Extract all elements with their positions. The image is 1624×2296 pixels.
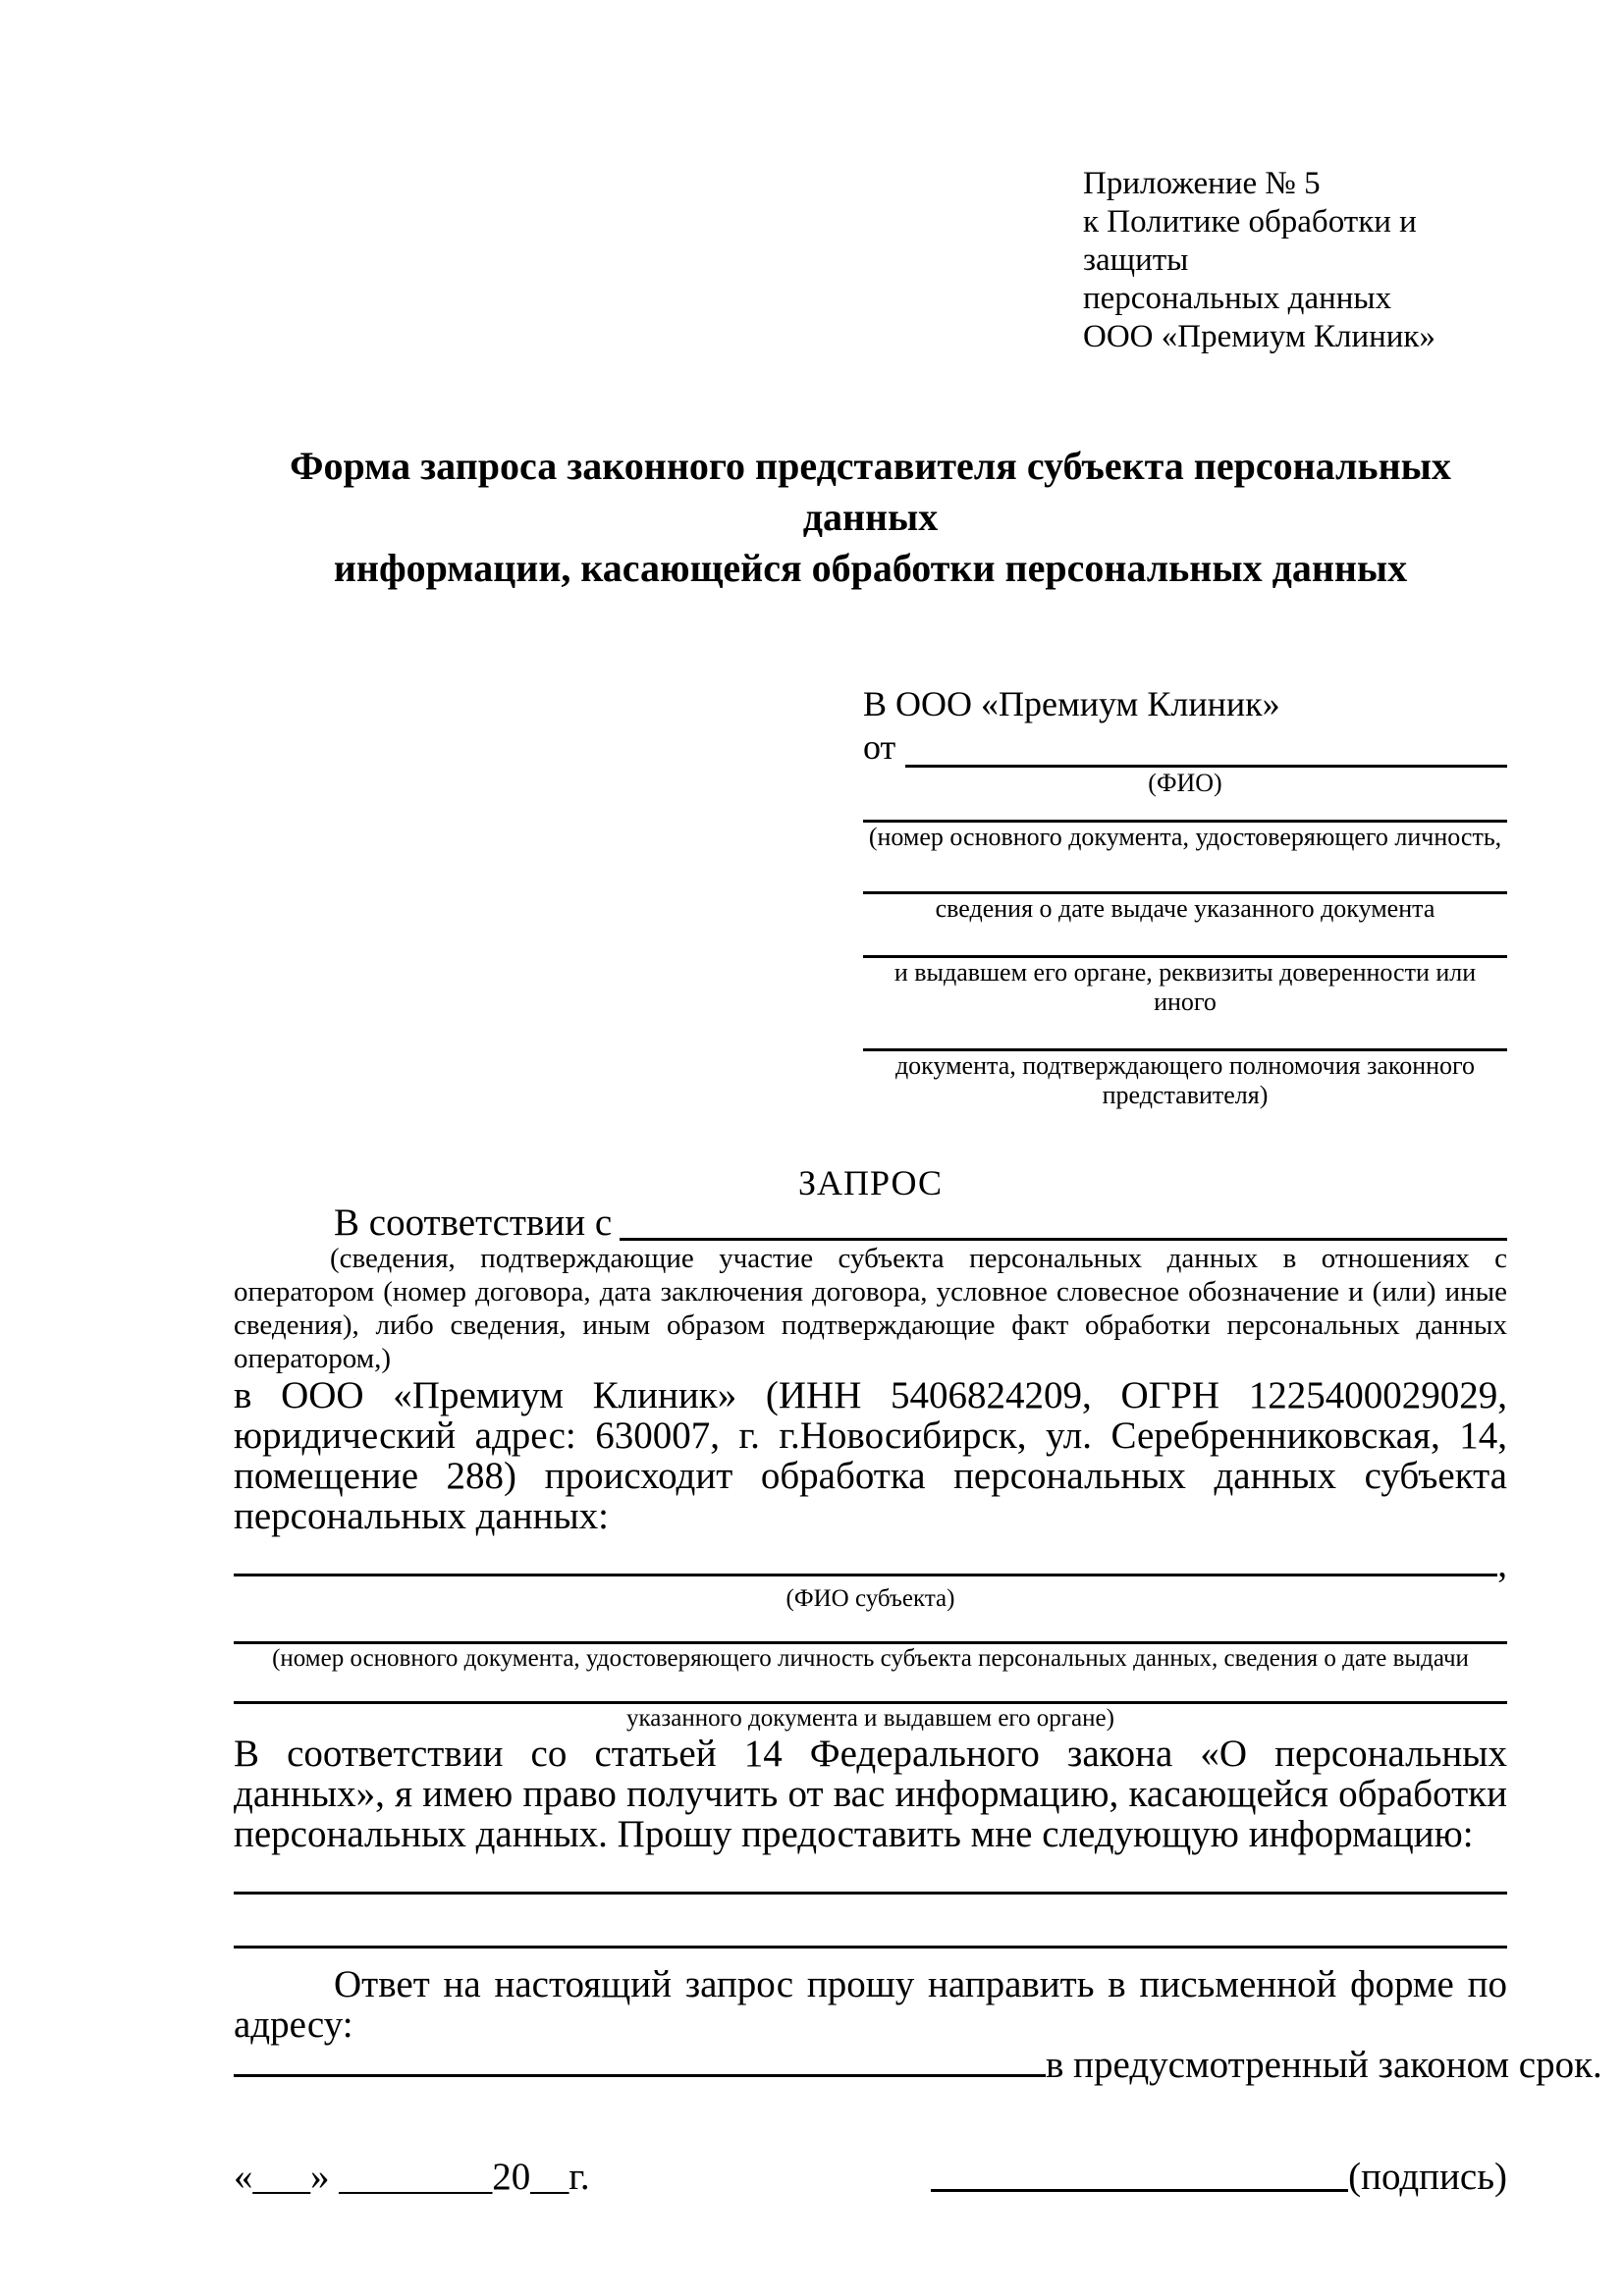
request-heading: ЗАПРОС (798, 1163, 943, 1202)
document-title-line-2: информации, касающейся обработки персональных данных (333, 546, 1408, 590)
addressee-block (863, 682, 1507, 1110)
operator-paragraph: в ООО «Премиум Клиник» (ИНН 5406824209, ОГРН 1225400029029, юридический адрес: 630007, г. г.Новосибирск, ул. Серебренниковская, 14, помещение 288) происходит обработка персональных данных субъекта персональных данных: (234, 1374, 1507, 1537)
issue-date-caption: сведения о дате выдаче указанного документа (935, 894, 1435, 923)
fio-caption: (ФИО) (1148, 769, 1222, 797)
requested-info-fill-line-2 (234, 1946, 1507, 1949)
requested-info-fill-line-1 (234, 1892, 1507, 1895)
subject-document-caption-2: указанного документа и выдавшем его органе) (626, 1705, 1114, 1732)
representative-document-field-2 (863, 891, 1507, 924)
issuing-authority-caption: и выдавшем его органе, реквизиты доверенности или иного (893, 958, 1477, 1016)
document-title-line-1: Форма запроса законного представителя субъекта персональных данных (290, 444, 1451, 539)
date-blank: «___» ________20__г. (234, 2156, 590, 2198)
subject-name-row (234, 1544, 1507, 1584)
representative-document-field-1 (863, 820, 1507, 852)
signature-area (931, 2156, 1507, 2199)
addressee-organization: В ООО «Премиум Клиник» (863, 684, 1280, 723)
signature-fill-line (931, 2156, 1348, 2192)
relation-details-fill-line (620, 1204, 1507, 1241)
authority-document-caption: документа, подтверждающего полномочия законного представителя) (894, 1051, 1476, 1109)
intro-note: (сведения, подтверждающие участие субъекта персональных данных в отношениях с оператором (номер договора, дата заключения договора, условное словесное обозначение и (или) иные сведения), либо сведения, иным образом подтверждающие факт обработки персональных данных оператором,) (234, 1243, 1507, 1374)
answer-address-fill-line (234, 2045, 1046, 2077)
representative-name-fill-line (905, 725, 1507, 768)
appendix-header-line-3: персональных данных (1083, 281, 1392, 316)
signature-row (234, 2156, 1507, 2199)
appendix-header-line-2: к Политике обработки и защиты (1083, 204, 1417, 278)
subject-document-caption-1: (номер основного документа, удостоверяющего личность субъекта персональных данных, сведения о дате выдачи (272, 1645, 1469, 1672)
intro-label: В соответствии с (334, 1201, 613, 1244)
subject-name-fill-line (234, 1544, 1497, 1576)
intro-row (234, 1201, 1507, 1244)
document-number-caption: (номер основного документа, удостоверяющего личность, (868, 823, 1502, 851)
law-paragraph: В соответствии со статьей 14 Федерального закона «О персональных данных», я имею право получить от вас информацию, касающейся обработки персональных данных. Прошу предоставить мне следующую информацию: (234, 1733, 1507, 1855)
representative-document-field-4 (863, 1048, 1507, 1110)
representative-document-field-3 (863, 955, 1507, 1017)
appendix-header (1083, 165, 1507, 356)
answer-address-row (234, 2044, 1602, 2086)
subject-name-comma: , (1497, 1543, 1507, 1585)
subject-fio-caption: (ФИО субъекта) (785, 1585, 955, 1612)
answer-intro: Ответ на настоящий запрос прошу направить в письменной форме по адресу: (234, 1963, 1507, 2046)
document-title (234, 441, 1507, 594)
from-label: от (863, 727, 896, 767)
appendix-header-line-4: ООО «Премиум Клиник» (1083, 319, 1435, 354)
addressee-from-row (863, 725, 1507, 769)
signature-caption: (подпись) (1348, 2156, 1507, 2198)
appendix-header-line-1: Приложение № 5 (1083, 166, 1321, 201)
answer-suffix: в предусмотренный законом срок. (1046, 2044, 1602, 2086)
